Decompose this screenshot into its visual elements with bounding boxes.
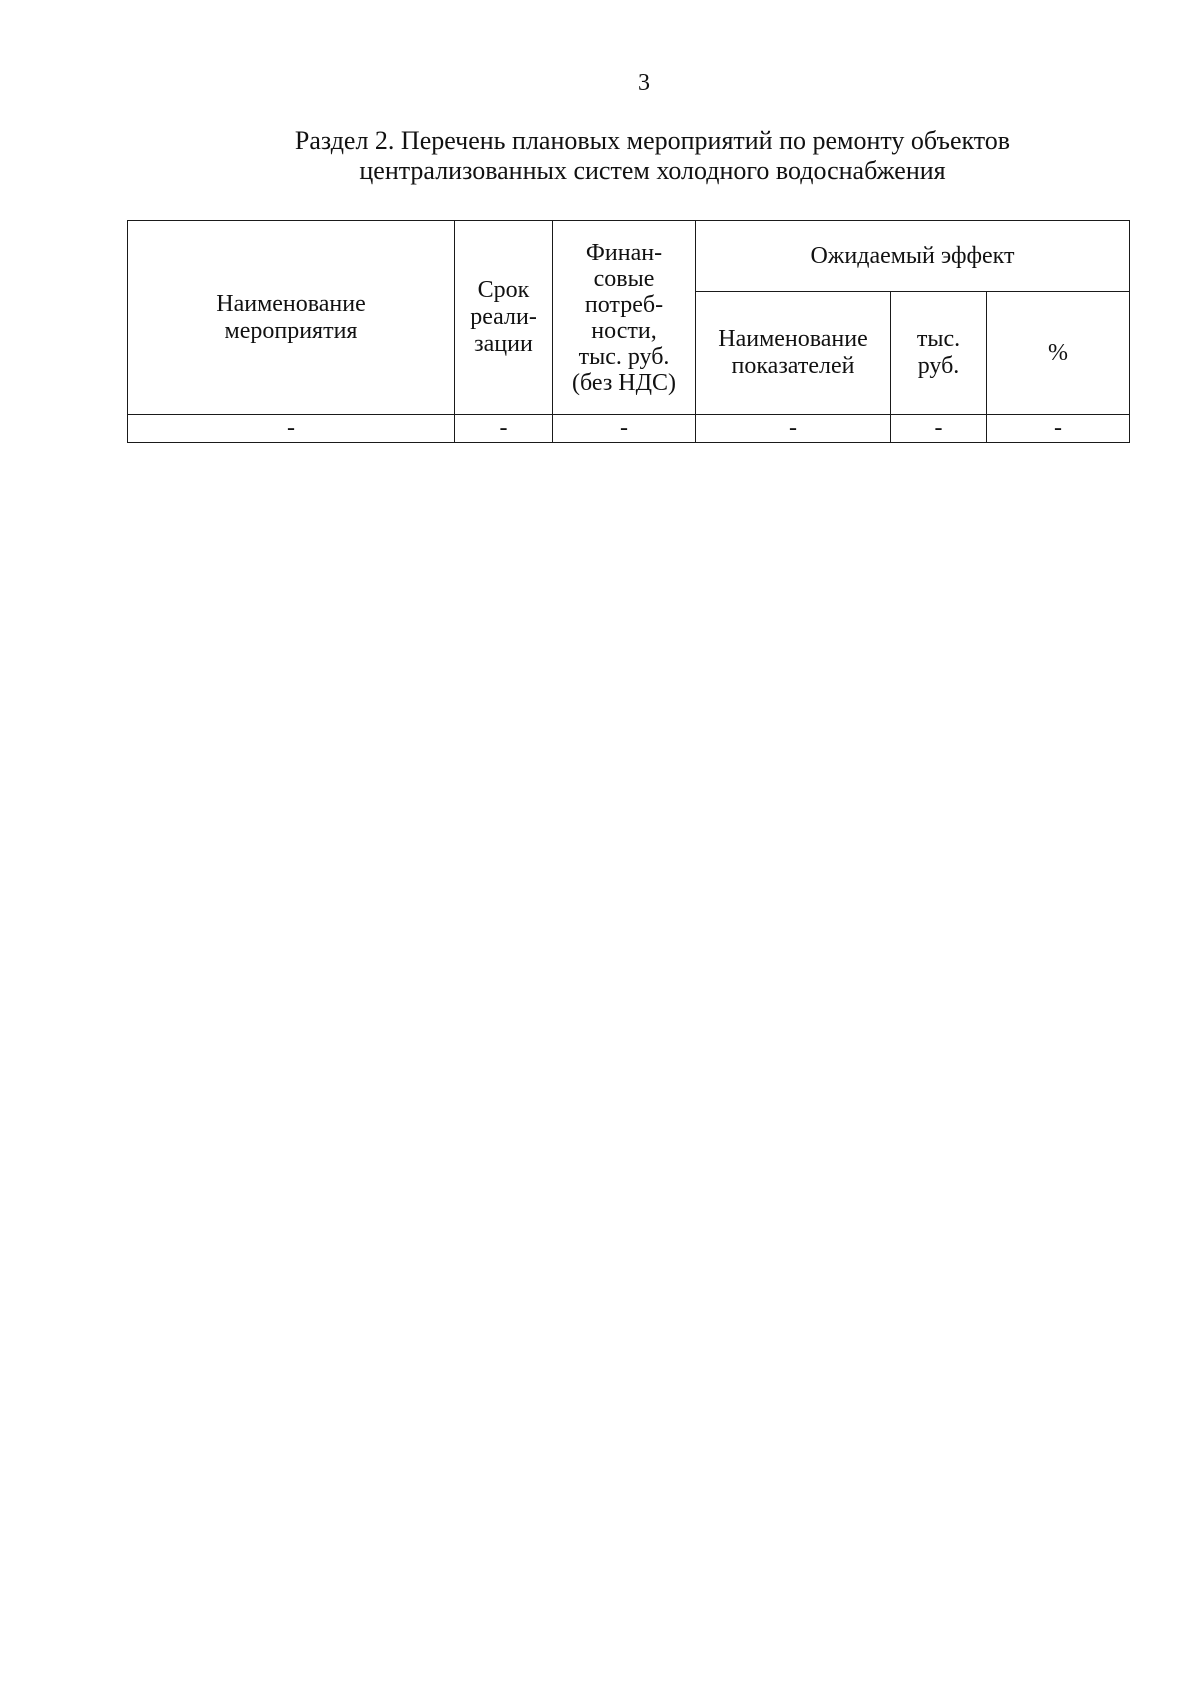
table-cell: - (553, 415, 696, 443)
table-cell: - (696, 415, 891, 443)
header-indicators-line-2: показателей (731, 353, 855, 379)
table-header-row (128, 221, 1130, 292)
header-thousand-rub-line-2: руб. (917, 353, 960, 379)
header-term-line-2: реали- (470, 304, 537, 330)
table-cell: - (128, 415, 455, 443)
section-title-line-1: Раздел 2. Перечень плановых мероприятий по ремонту объектов (294, 126, 1011, 155)
header-thousand-rub-line-1: тыс. (916, 326, 961, 352)
header-percent: % (987, 292, 1130, 415)
header-finance-line-2: совые (593, 265, 655, 292)
table-cell: - (891, 415, 987, 443)
header-term-line-3: зации (474, 331, 533, 357)
table-cell: - (987, 415, 1130, 443)
page-number: 3 (638, 70, 650, 96)
header-finance-line-1: Финан- (585, 239, 663, 266)
section-title-line-2: централизованных систем холодного водоснабжения (359, 156, 946, 185)
header-expected-effect: Ожидаемый эффект (696, 221, 1130, 292)
table-cell: - (455, 415, 553, 443)
header-activity-name (128, 221, 455, 415)
header-finance-line-4: ности, (591, 317, 657, 344)
header-finance-line-3: потреб- (584, 291, 664, 318)
header-term-line-1: Срок (477, 277, 530, 303)
header-finance (553, 221, 696, 415)
header-term (455, 221, 553, 415)
header-indicators-line-1: Наименование (718, 326, 868, 352)
section-title (180, 126, 1125, 186)
header-activity-name-line-1: Наименование (216, 290, 366, 317)
header-thousand-rub (891, 292, 987, 415)
plan-table (127, 220, 1130, 443)
header-activity-name-line-2: мероприятия (224, 317, 358, 344)
header-indicators (696, 292, 891, 415)
table-row (128, 415, 1130, 443)
header-finance-line-5: тыс. руб. (578, 343, 670, 370)
header-finance-line-6: (без НДС) (571, 369, 676, 396)
